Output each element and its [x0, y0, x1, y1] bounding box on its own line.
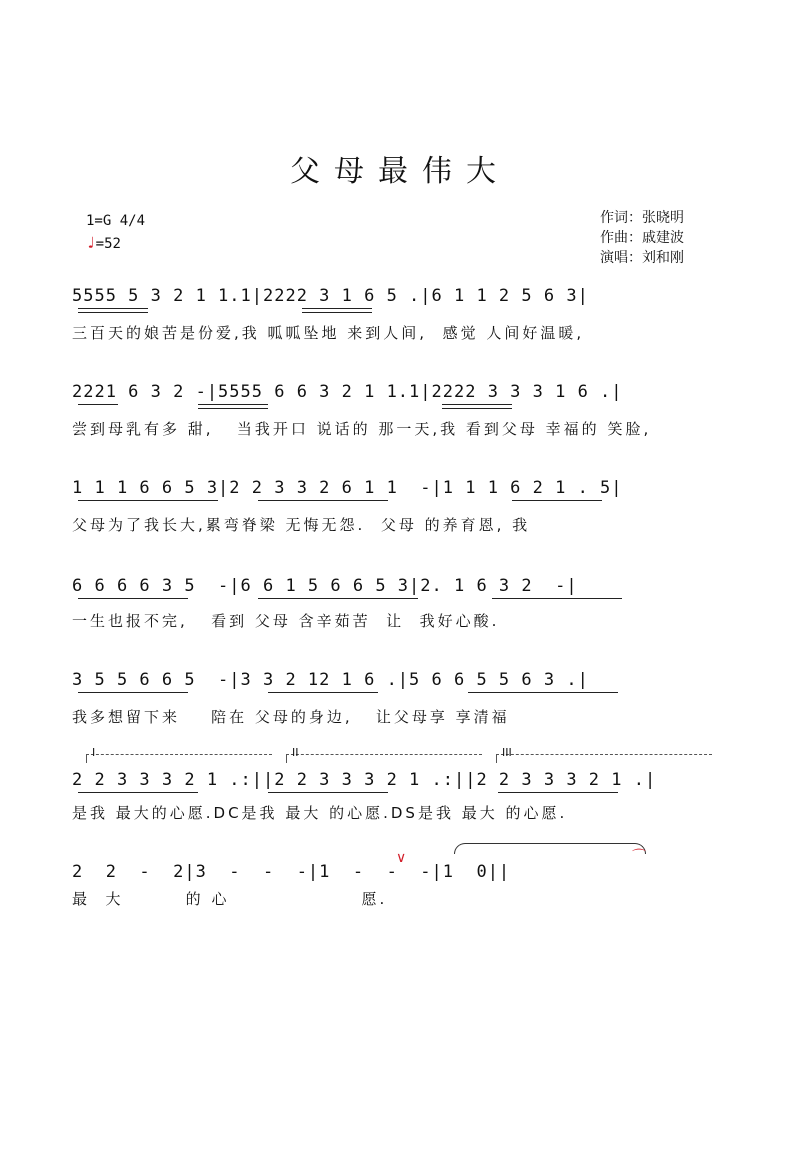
- notation-line-1: 5555 5 3 2 1 1.1|2222 3 1 6 5 .|6 1 1 2 5 6 3|: [72, 286, 589, 306]
- notation-line-6: 2 2 3 3 3 2 1 .:||2 2 3 3 3 2 1 .:||2 2 3 3 3 2 1 .|: [72, 770, 657, 790]
- lyrics-line-2: 尝到母乳有多 甜, 当我开口 说话的 那一天,我 看到父母 幸福的 笑脸,: [72, 420, 652, 438]
- lyrics-line-7: 最 大 的 心 愿.: [72, 890, 388, 908]
- lyricist: 作词：张晓明: [600, 210, 684, 226]
- lyrics-line-4: 一生也报不完, 看到 父母 含辛茹苦 让 我好心酸.: [72, 612, 500, 630]
- notation-line-4: 6 6 6 6 3 5 -|6 6 1 5 6 6 5 3|2. 1 6 3 2 -|: [72, 576, 578, 596]
- volta-2: [286, 746, 482, 765]
- volta-1: [86, 746, 272, 765]
- volta-3: [496, 746, 712, 765]
- lyrics-line-3: 父母为了我长大,累弯脊梁 无悔无怨. 父母 的养育恩, 我: [72, 516, 531, 534]
- notation-line-2: 2221 6 3 2 -|5555 6 6 3 2 1 1.1|2222 3 3 3 1 6 .|: [72, 382, 623, 402]
- song-title: 父母最伟大: [290, 154, 510, 189]
- tempo-value: =52: [95, 236, 121, 252]
- meta-left: [86, 210, 145, 255]
- beams-line-5: [72, 692, 722, 700]
- tempo: [86, 232, 145, 255]
- volta-2-label: II: [292, 746, 299, 759]
- notation-line-7: 2 2 - 2|3 - - -|1 - - -|1 0||: [72, 862, 511, 882]
- beams-line-2: [72, 404, 722, 412]
- beams-line-3: [72, 500, 722, 508]
- notation-line-3: 1 1 1 6 6 5 3|2 2 3 3 2 6 1 1 -|1 1 1 6 2 1 . 5|: [72, 478, 623, 498]
- beams-line-4: [72, 598, 722, 606]
- lyrics-line-6: 是我 最大的心愿.DC是我 最大 的心愿.DS是我 最大 的心愿.: [72, 804, 568, 822]
- volta-3-label: III: [502, 746, 512, 759]
- composer: 作曲：戚建波: [600, 230, 684, 246]
- lyrics-line-5: 我多想留下来 陪在 父母的身边, 让父母享 享清福: [72, 708, 510, 726]
- beams-line-6: [72, 792, 722, 800]
- singer: 演唱：刘和刚: [600, 250, 684, 266]
- credits: [600, 208, 684, 268]
- lyrics-line-1: 三百天的娘苦是份爱,我 呱呱坠地 来到人间, 感觉 人间好温暖,: [72, 324, 585, 342]
- breath-mark-icon: ∨: [396, 850, 407, 866]
- key-signature: 1=G 4/4: [86, 213, 146, 229]
- tie-slur: [454, 843, 646, 854]
- fermata-icon: ⌒: [632, 849, 646, 865]
- notation-line-5: 3 5 5 6 6 5 -|3 3 2 12 1 6 .|5 6 6 5 5 6 3 .|: [72, 670, 589, 690]
- quarter-note-icon: ♩: [86, 233, 96, 252]
- beams-line-1: [72, 308, 722, 316]
- volta-1-label: I: [92, 746, 96, 759]
